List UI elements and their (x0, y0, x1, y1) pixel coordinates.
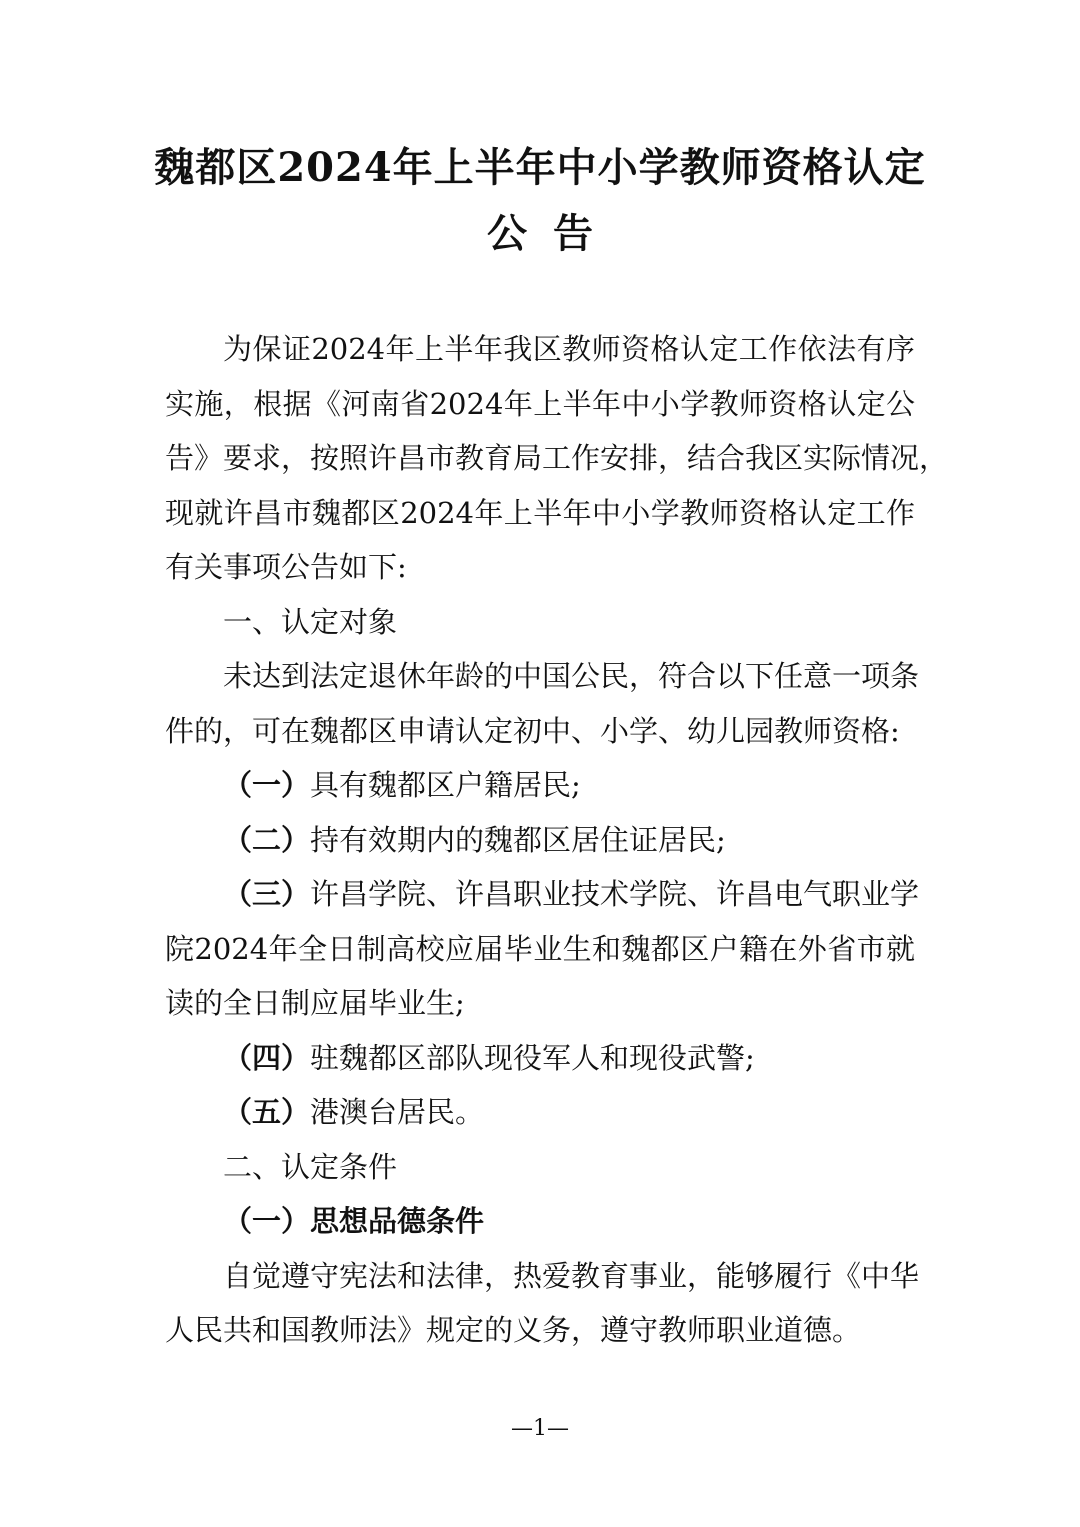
subsection-paragraph (165, 1249, 920, 1358)
document-title-subline: 公告 (487, 210, 619, 257)
subsection-line: 自觉遵守宪法和法律，热爱教育事业，能够履行《中华 (223, 1258, 920, 1293)
section1-paragraph (165, 649, 920, 758)
list-item-line (165, 867, 920, 922)
page-number: —1— (511, 1416, 569, 1441)
intro-line: 实施，根据《河南省2024年上半年中小学教师资格认定公 (165, 386, 915, 421)
document-title: 魏都区2024年上半年中小学教师资格认定 (154, 144, 926, 191)
list-item-number: （五） (223, 1095, 311, 1129)
intro-line: 有关事项公告如下: (165, 550, 407, 584)
section1-line: 件的，可在魏都区申请认定初中、小学、幼儿园教师资格: (165, 713, 900, 748)
list-item-line: 院2024年全日制高校应届毕业生和魏都区户籍在外省市就 (165, 931, 915, 966)
intro-line: 告》要求，按照许昌市教育局工作安排，结合我区实际情况， (165, 441, 949, 475)
intro-line: 为保证2024年上半年我区教师资格认定工作依法有序 (223, 332, 915, 366)
section-heading-1: 一、认定对象 (223, 604, 398, 639)
list-item-number: （一） (223, 768, 311, 802)
list-item-text: 驻魏都区部队现役军人和现役武警; (310, 1040, 755, 1075)
list-item (165, 867, 920, 1031)
section-heading-2: 二、认定条件 (223, 1149, 398, 1184)
list-item-text: 港澳台居民。 (310, 1095, 485, 1129)
subsection-heading: （一）思想品德条件 (223, 1204, 485, 1238)
list-item (165, 1085, 915, 1140)
list-item-line: 读的全日制应届毕业生; (165, 986, 465, 1020)
document-body (165, 322, 949, 1358)
list-item-number: （二） (223, 822, 311, 857)
section1-line: 未达到法定退休年龄的中国公民，符合以下任意一项条 (223, 659, 920, 693)
list-item-text: 许昌学院、许昌职业技术学院、许昌电气职业学 (310, 877, 920, 911)
list-item (165, 758, 915, 813)
list-item-number: （三） (223, 877, 311, 911)
list-item (165, 813, 915, 868)
intro-paragraph (165, 322, 949, 595)
list-item (165, 1031, 915, 1086)
list-item-text: 具有魏都区户籍居民; (310, 768, 581, 802)
intro-line: 现就许昌市魏都区2024年上半年中小学教师资格认定工作 (165, 495, 915, 530)
subsection-line: 人民共和国教师法》规定的义务，遵守教师职业道德。 (165, 1313, 862, 1347)
list-item-text: 持有效期内的魏都区居住证居民; (310, 822, 726, 857)
list-item-number: （四） (223, 1040, 311, 1075)
